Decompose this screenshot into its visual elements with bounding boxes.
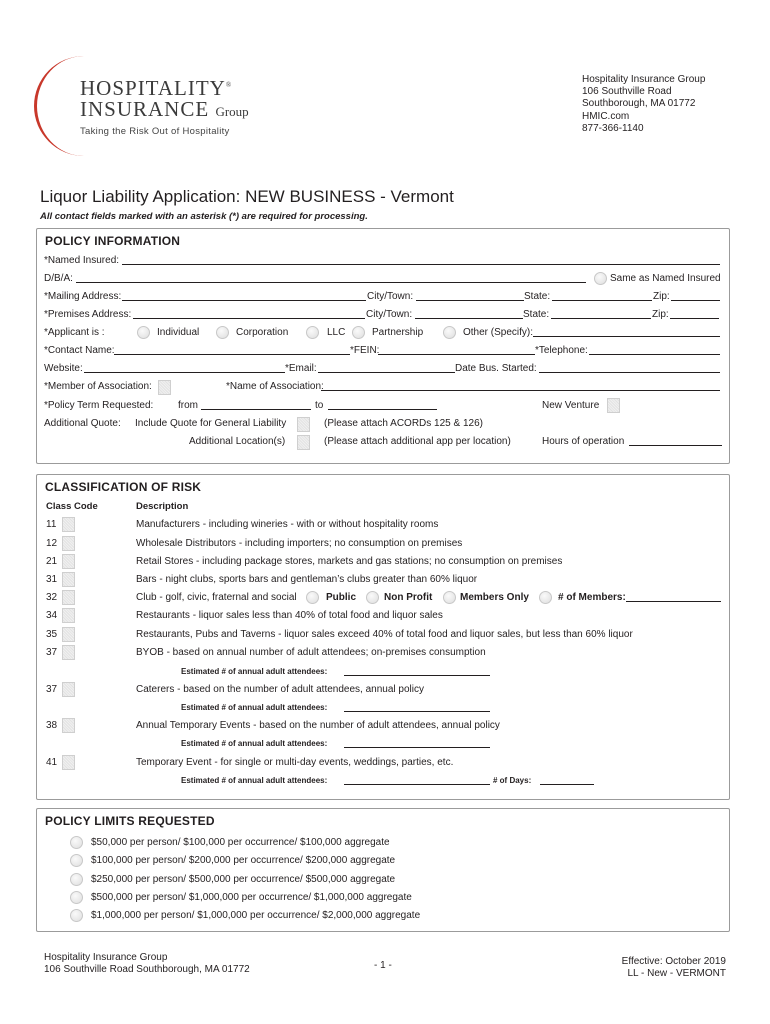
telephone-label: *Telephone:: [535, 345, 588, 356]
footer-effective-block: [610, 956, 726, 980]
applicant-other-radio[interactable]: [443, 326, 456, 339]
class-checkbox[interactable]: [62, 718, 75, 733]
email-field[interactable]: [318, 372, 455, 373]
footer-address: [44, 952, 250, 976]
new-venture-label: New Venture: [542, 400, 600, 411]
class-code: 34: [46, 610, 58, 621]
class-checkbox[interactable]: [62, 645, 75, 660]
class-description: Manufacturers - including wineries - with or without hospitality rooms: [136, 519, 439, 530]
policy-limits-heading: POLICY LIMITS REQUESTED: [45, 814, 215, 828]
limit-option-radio[interactable]: [70, 891, 83, 904]
applicant-other-field[interactable]: [533, 336, 720, 337]
class-description: Wholesale Distributors - including importers; no consumption on premises: [136, 538, 463, 549]
mailing-zip-field[interactable]: [671, 300, 720, 301]
policy-term-to-label: to: [315, 400, 324, 411]
logo-name-line1: HOSPITALITY®: [80, 76, 233, 100]
club-members-only-label: Members Only: [460, 592, 529, 603]
premises-state-field[interactable]: [551, 318, 651, 319]
applicant-partnership-radio[interactable]: [352, 326, 365, 339]
premises-city-label: City/Town:: [366, 309, 413, 320]
club-members-only-radio[interactable]: [443, 591, 456, 604]
class-description: Restaurants, Pubs and Taverns - liquor sales exceed 40% of total food and liquor sales, but less than 60% liquor: [136, 629, 633, 640]
mailing-address-label: *Mailing Address:: [44, 291, 122, 302]
premises-address-label: *Premises Address:: [44, 309, 132, 320]
policy-term-to-field[interactable]: [328, 409, 437, 410]
num-days-label: # of Days:: [493, 776, 532, 785]
class-description: Temporary Event - for single or multi-day events, weddings, parties, etc.: [136, 757, 454, 768]
mailing-city-field[interactable]: [416, 300, 524, 301]
header-city: Southborough, MA 01772: [582, 98, 696, 110]
estimated-attendees-field[interactable]: [344, 675, 490, 676]
footer-street: 106 Southville Road Southborough, MA 01772: [44, 964, 250, 975]
class-code: 12: [46, 538, 58, 549]
club-num-members-radio[interactable]: [539, 591, 552, 604]
class-code: 21: [46, 556, 58, 567]
club-num-members-label: # of Members:: [558, 592, 626, 603]
num-days-field[interactable]: [540, 784, 594, 785]
club-nonprofit-label: Non Profit: [384, 592, 433, 603]
mailing-zip-label: Zip:: [653, 291, 670, 302]
estimated-attendees-field[interactable]: [344, 747, 490, 748]
telephone-field[interactable]: [589, 354, 720, 355]
header-phone: 877-366-1140: [582, 122, 644, 134]
class-checkbox[interactable]: [62, 554, 75, 569]
email-label: *Email:: [285, 363, 317, 374]
same-as-named-label: Same as Named Insured: [610, 273, 721, 284]
premises-zip-field[interactable]: [670, 318, 719, 319]
estimated-attendees-field[interactable]: [344, 784, 490, 785]
limit-option-radio[interactable]: [70, 854, 83, 867]
applicant-individual-label: Individual: [157, 327, 200, 338]
logo-name-line2: INSURANCE Group: [80, 97, 249, 121]
estimated-attendees-label: Estimated # of annual adult attendees:: [181, 739, 328, 748]
class-description: Annual Temporary Events - based on the number of adult attendees, annual policy: [136, 720, 500, 731]
mailing-state-field[interactable]: [552, 300, 652, 301]
additional-locations-label: Additional Location(s): [189, 436, 286, 447]
logo-tagline: Taking the Risk Out of Hospitality: [80, 126, 230, 137]
additional-app-note: (Please attach additional app per location): [324, 436, 511, 447]
class-checkbox[interactable]: [62, 755, 75, 770]
fein-label: *FEIN:: [350, 345, 380, 356]
additional-quote-label: Additional Quote:: [44, 418, 121, 429]
fein-field[interactable]: [378, 354, 535, 355]
include-gl-label: Include Quote for General Liability: [135, 418, 287, 429]
applicant-llc-label: LLC: [327, 327, 346, 338]
applicant-is-label: *Applicant is :: [44, 327, 105, 338]
class-checkbox[interactable]: [62, 682, 75, 697]
limit-option-label: $250,000 per person/ $500,000 per occurrence/ $500,000 aggregate: [91, 874, 396, 885]
header-web[interactable]: HMIC.com: [582, 110, 630, 122]
footer-form-id: LL - New - VERMONT: [627, 968, 726, 979]
estimated-attendees-label: Estimated # of annual adult attendees:: [181, 703, 328, 712]
class-code: 35: [46, 629, 58, 640]
hours-operation-field[interactable]: [629, 445, 722, 446]
header-street: 106 Southville Road: [582, 86, 672, 98]
class-description: Restaurants - liquor sales less than 40% of total food and liquor sales: [136, 610, 443, 621]
member-association-label: *Member of Association:: [44, 381, 152, 392]
name-association-field[interactable]: [321, 390, 720, 391]
mailing-address-field[interactable]: [122, 300, 366, 301]
premises-state-label: State:: [523, 309, 550, 320]
dba-label: D/B/A:: [44, 273, 73, 284]
class-code: 11: [46, 519, 57, 530]
hours-operation-label: Hours of operation: [542, 436, 625, 447]
name-association-label: *Name of Association:: [226, 381, 324, 392]
class-code: 37: [46, 647, 58, 658]
limit-option-label: $50,000 per person/ $100,000 per occurrence/ $100,000 aggregate: [91, 837, 390, 848]
header-company: Hospitality Insurance Group: [582, 74, 706, 85]
class-description: Caterers - based on the number of adult attendees, annual policy: [136, 684, 424, 695]
applicant-other-label: Other (Specify):: [463, 327, 534, 338]
class-code: 37: [46, 684, 58, 695]
applicant-corporation-radio[interactable]: [216, 326, 229, 339]
policy-term-from-label: from: [178, 400, 198, 411]
header-address: [582, 74, 705, 135]
class-checkbox[interactable]: [62, 517, 75, 532]
named-insured-label: *Named Insured:: [44, 255, 120, 266]
premises-address-field[interactable]: [133, 318, 365, 319]
premises-city-field[interactable]: [415, 318, 523, 319]
mailing-state-label: State:: [524, 291, 551, 302]
date-started-field[interactable]: [539, 372, 720, 373]
class-code-header: Class Code: [46, 501, 98, 512]
applicant-partnership-label: Partnership: [372, 327, 424, 338]
class-code: 38: [46, 720, 58, 731]
description-header: Description: [136, 501, 189, 512]
page-title: Liquor Liability Application: NEW BUSINESS - Vermont: [40, 187, 454, 206]
new-venture-checkbox[interactable]: [607, 398, 620, 413]
dba-field[interactable]: [76, 282, 586, 283]
applicant-corporation-label: Corporation: [236, 327, 289, 338]
class-description: Bars - night clubs, sports bars and gentleman’s clubs greater than 60% liquor: [136, 574, 478, 585]
class-description: Club - golf, civic, fraternal and social: [136, 592, 297, 603]
same-as-named-radio[interactable]: [594, 272, 607, 285]
acords-note: (Please attach ACORDs 125 & 126): [324, 418, 483, 429]
policy-term-from-field[interactable]: [201, 409, 311, 410]
limit-option-radio[interactable]: [70, 873, 83, 886]
class-description: Retail Stores - including package stores, markets and gas stations; no consumption on premises: [136, 556, 563, 567]
class-checkbox[interactable]: [62, 627, 75, 642]
named-insured-field[interactable]: [122, 264, 720, 265]
estimated-attendees-label: Estimated # of annual adult attendees:: [181, 667, 328, 676]
additional-locations-checkbox[interactable]: [297, 435, 310, 450]
page-number: - 1 -: [374, 960, 392, 971]
limit-option-radio[interactable]: [70, 836, 83, 849]
policy-term-label: *Policy Term Requested:: [44, 400, 154, 411]
applicant-llc-radio[interactable]: [306, 326, 319, 339]
class-checkbox[interactable]: [62, 536, 75, 551]
class-checkbox[interactable]: [62, 572, 75, 587]
class-description: BYOB - based on annual number of adult attendees; on-premises consumption: [136, 647, 486, 658]
limit-option-radio[interactable]: [70, 909, 83, 922]
class-code: 32: [46, 592, 58, 603]
club-nonprofit-radio[interactable]: [366, 591, 379, 604]
class-checkbox[interactable]: [62, 608, 75, 623]
include-gl-checkbox[interactable]: [297, 417, 310, 432]
member-association-checkbox[interactable]: [158, 380, 171, 395]
class-checkbox[interactable]: [62, 590, 75, 605]
contact-name-field[interactable]: [114, 354, 350, 355]
class-code: 31: [46, 574, 58, 585]
contact-name-label: *Contact Name:: [44, 345, 115, 356]
estimated-attendees-field[interactable]: [344, 711, 490, 712]
date-started-label: Date Bus. Started:: [455, 363, 537, 374]
footer-company: Hospitality Insurance Group: [44, 952, 168, 963]
footer-effective: Effective: October 2019: [621, 956, 726, 967]
page-subtitle: All contact fields marked with an asterisk (*) are required for processing.: [40, 211, 368, 222]
club-public-radio[interactable]: [306, 591, 319, 604]
mailing-city-label: City/Town:: [367, 291, 414, 302]
limit-option-label: $100,000 per person/ $200,000 per occurrence/ $200,000 aggregate: [91, 855, 396, 866]
limit-option-label: $500,000 per person/ $1,000,000 per occurrence/ $1,000,000 aggregate: [91, 892, 412, 903]
policy-information-heading: POLICY INFORMATION: [45, 234, 181, 248]
class-code: 41: [46, 757, 58, 768]
estimated-attendees-label: Estimated # of annual adult attendees:: [181, 776, 328, 785]
club-public-label: Public: [326, 592, 357, 603]
limit-option-label: $1,000,000 per person/ $1,000,000 per occurrence/ $2,000,000 aggregate: [91, 910, 421, 921]
premises-zip-label: Zip:: [652, 309, 669, 320]
website-field[interactable]: [84, 372, 285, 373]
club-num-members-field[interactable]: [626, 601, 721, 602]
applicant-individual-radio[interactable]: [137, 326, 150, 339]
website-label: Website:: [44, 363, 83, 374]
classification-heading: CLASSIFICATION OF RISK: [45, 480, 202, 494]
